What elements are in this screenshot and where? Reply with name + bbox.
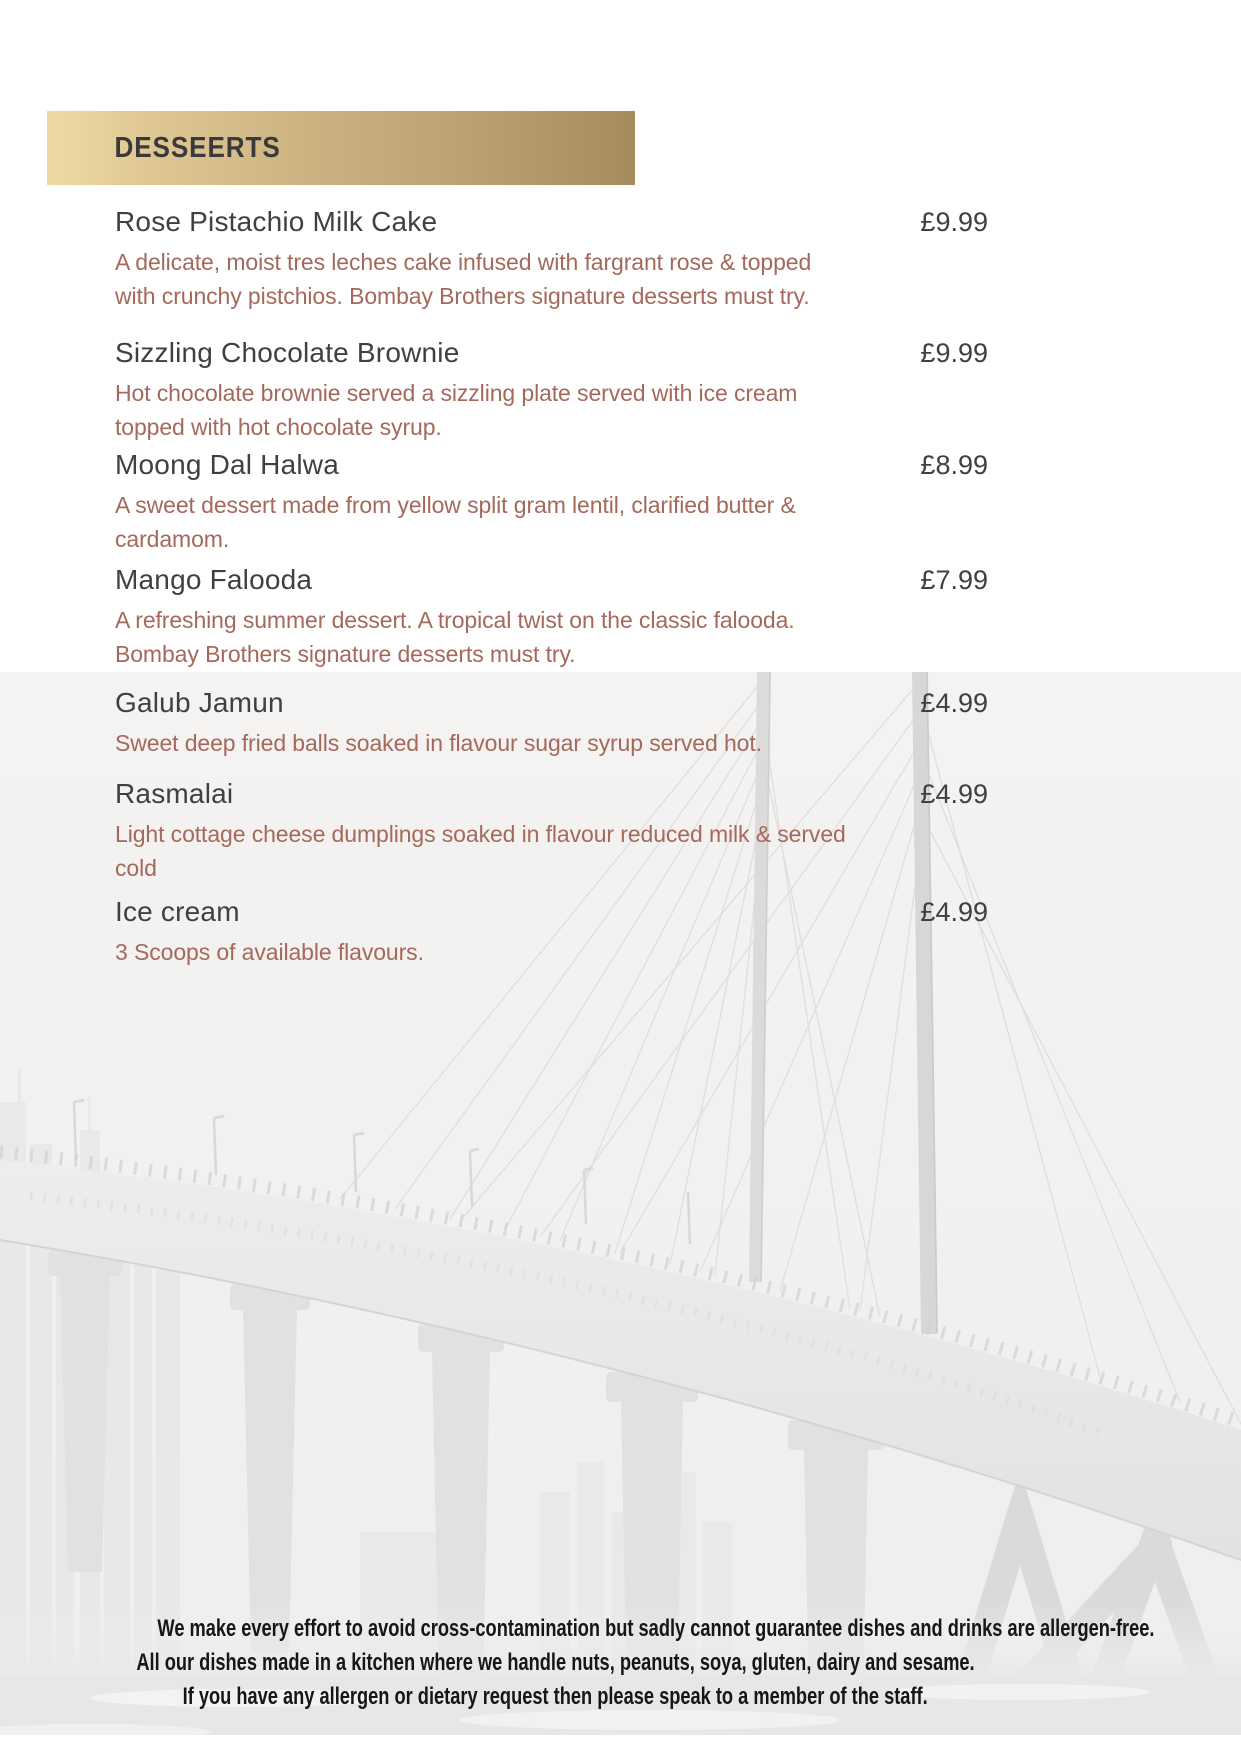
item-price: £4.99: [920, 897, 988, 927]
footer-line: All our dishes made in a kitchen where we handle nuts, peanuts, soya, gluten, dairy and sesame.: [135, 1649, 975, 1676]
item-title: Rasmalai: [115, 778, 234, 809]
menu-item: [115, 203, 988, 313]
item-description: [115, 489, 988, 556]
item-description-line: A refreshing summer dessert. A tropical twist on the classic falooda.: [115, 607, 795, 633]
item-title: Galub Jamun: [115, 687, 284, 718]
item-title: Ice cream: [115, 896, 240, 927]
item-header: [115, 446, 988, 484]
item-description-line: Sweet deep fried balls soaked in flavour sugar syrup served hot.: [115, 730, 762, 756]
menu-item: [115, 446, 988, 556]
section-band: [47, 111, 635, 185]
item-description-line: 3 Scoops of available flavours.: [115, 939, 424, 965]
item-description-line: with crunchy pistchios. Bombay Brothers signature desserts must try.: [115, 282, 810, 309]
item-description-line: A delicate, moist tres leches cake infused with fargrant rose & topped: [115, 249, 812, 275]
item-description-line: cardamom.: [115, 525, 230, 552]
item-description-line: Light cottage cheese dumplings soaked in flavour reduced milk & served: [115, 821, 846, 847]
menu-item: [115, 561, 988, 671]
item-description: [115, 818, 988, 885]
item-price: £9.99: [920, 207, 988, 237]
item-header: [115, 893, 988, 931]
item-title: Mango Falooda: [115, 564, 313, 595]
item-title: Rose Pistachio Milk Cake: [115, 206, 438, 237]
item-description: [115, 377, 988, 444]
menu-item: [115, 775, 988, 885]
section-title: DESSEERTS: [114, 132, 281, 164]
menu-item: [115, 334, 988, 444]
item-header: [115, 775, 988, 813]
item-header: [115, 684, 988, 722]
item-title: Sizzling Chocolate Brownie: [115, 337, 460, 368]
footer-line: We make every effort to avoid cross-contamination but sadly cannot guarantee dishes and drinks are allergen-free.: [157, 1615, 1155, 1642]
item-price: £9.99: [920, 338, 988, 368]
allergen-footer: [0, 1612, 1155, 1714]
item-description: [115, 936, 988, 970]
bottom-margin: [0, 1735, 1241, 1755]
item-header: [115, 561, 988, 599]
item-price: £4.99: [920, 779, 988, 809]
item-header: [115, 203, 988, 241]
item-description-line: Hot chocolate brownie served a sizzling plate served with ice cream: [115, 380, 798, 406]
item-title: Moong Dal Halwa: [115, 449, 339, 480]
item-description-line: cold: [115, 854, 157, 881]
item-description-line: topped with hot chocolate syrup.: [115, 413, 442, 440]
menu-item: [115, 684, 988, 761]
item-description-line: Bombay Brothers signature desserts must try.: [115, 640, 576, 667]
menu-item: [115, 893, 988, 970]
item-price: £8.99: [920, 450, 988, 480]
item-header: [115, 334, 988, 372]
item-description-line: A sweet dessert made from yellow split gram lentil, clarified butter &: [115, 492, 796, 518]
footer-line: If you have any allergen or dietary request then please speak to a member of the staff.: [182, 1683, 928, 1710]
item-description: [115, 604, 988, 671]
item-description: [115, 727, 988, 761]
item-price: £4.99: [920, 688, 988, 718]
item-price: £7.99: [920, 565, 988, 595]
item-description: [115, 246, 988, 313]
